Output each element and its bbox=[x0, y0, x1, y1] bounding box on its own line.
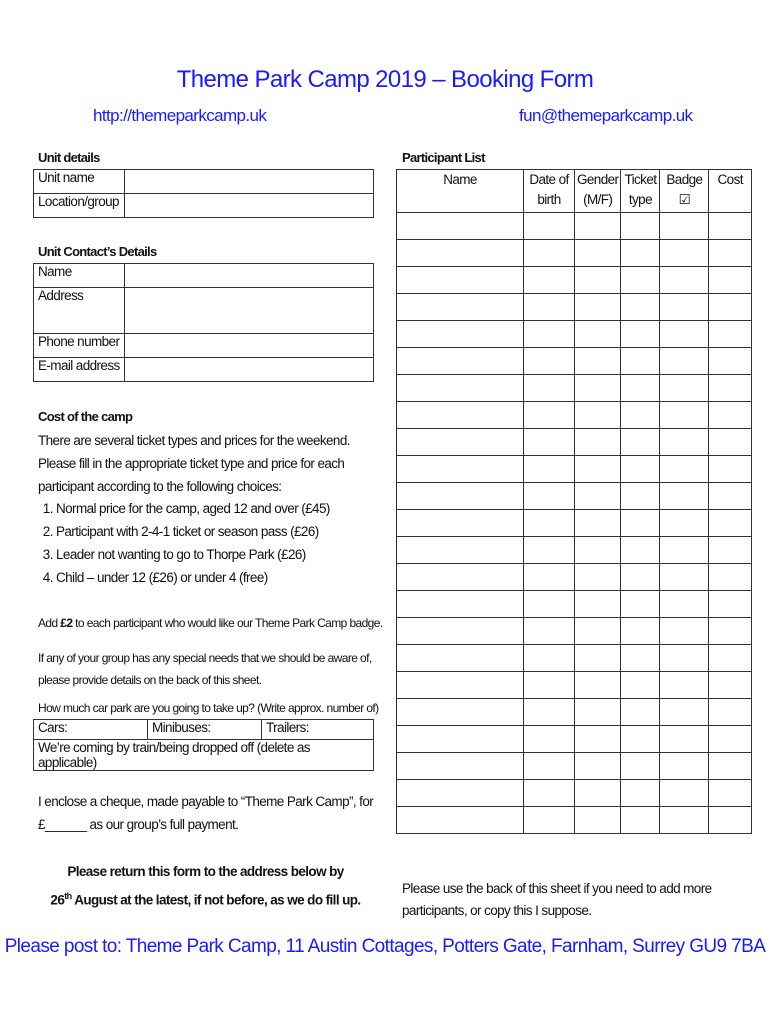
participant-name-cell[interactable] bbox=[397, 456, 524, 483]
car-park-question: How much car park are you going to take up? (Write approx. number of) bbox=[38, 701, 379, 715]
participant-ticket-cell[interactable] bbox=[621, 267, 660, 294]
participant-badge-cell[interactable] bbox=[660, 321, 709, 348]
participant-row bbox=[397, 591, 752, 618]
participant-table bbox=[396, 169, 752, 834]
postal-address: Please post to: Theme Park Camp, 11 Austin Cottages, Potters Gate, Farnham, Surrey GU9 7BA bbox=[4, 936, 766, 957]
participant-cost-cell[interactable] bbox=[709, 402, 752, 429]
parking-table bbox=[33, 719, 374, 771]
participant-row bbox=[397, 294, 752, 321]
participant-dob-cell[interactable] bbox=[524, 348, 575, 375]
participant-row bbox=[397, 780, 752, 807]
participant-ticket-cell[interactable] bbox=[621, 672, 660, 699]
participant-ticket-cell[interactable] bbox=[621, 456, 660, 483]
participant-badge-cell[interactable] bbox=[660, 294, 709, 321]
participant-badge-cell[interactable] bbox=[660, 672, 709, 699]
participant-badge-cell[interactable] bbox=[660, 618, 709, 645]
participant-badge-cell[interactable] bbox=[660, 375, 709, 402]
participant-ticket-cell[interactable] bbox=[621, 645, 660, 672]
contact-email-field[interactable] bbox=[125, 358, 374, 382]
contact-name-field[interactable] bbox=[125, 264, 374, 288]
participant-name-cell[interactable] bbox=[397, 483, 524, 510]
participant-name-cell[interactable] bbox=[397, 240, 524, 267]
participant-badge-cell[interactable] bbox=[660, 456, 709, 483]
participant-row bbox=[397, 213, 752, 240]
participant-row bbox=[397, 483, 752, 510]
participant-ticket-cell[interactable] bbox=[621, 348, 660, 375]
ticket-options bbox=[22, 497, 382, 589]
participant-gender-cell[interactable] bbox=[575, 672, 621, 699]
ticket-option: 4. Child – under 12 (£26) or under 4 (free) bbox=[56, 566, 382, 589]
participant-cost-cell[interactable] bbox=[709, 645, 752, 672]
website-link[interactable]: http://themeparkcamp.uk bbox=[93, 106, 267, 125]
participant-dob-cell[interactable] bbox=[524, 780, 575, 807]
train-option[interactable]: We’re coming by train/being dropped off (delete as applicable) bbox=[34, 740, 374, 771]
participant-name-cell[interactable] bbox=[397, 591, 524, 618]
participant-gender-cell[interactable] bbox=[575, 807, 621, 834]
col-ticket: Ticket type bbox=[621, 170, 660, 213]
participant-row bbox=[397, 348, 752, 375]
unit-name-field[interactable] bbox=[125, 170, 374, 194]
participant-dob-cell[interactable] bbox=[524, 537, 575, 564]
participant-dob-cell[interactable] bbox=[524, 402, 575, 429]
badge-note: Add £2 to each participant who would like our Theme Park Camp badge. bbox=[38, 616, 383, 630]
participant-gender-cell[interactable] bbox=[575, 510, 621, 537]
participant-dob-cell[interactable] bbox=[524, 321, 575, 348]
participant-dob-cell[interactable] bbox=[524, 807, 575, 834]
participant-row bbox=[397, 672, 752, 699]
participant-dob-cell[interactable] bbox=[524, 564, 575, 591]
participant-cost-cell[interactable] bbox=[709, 807, 752, 834]
participant-cost-cell[interactable] bbox=[709, 483, 752, 510]
participant-gender-cell[interactable] bbox=[575, 456, 621, 483]
participant-name-cell[interactable] bbox=[397, 753, 524, 780]
badge-price: £2 bbox=[60, 616, 73, 630]
contact-email-label: E-mail address bbox=[34, 358, 125, 382]
unit-details-heading: Unit details bbox=[38, 150, 100, 165]
participant-ticket-cell[interactable] bbox=[621, 213, 660, 240]
participant-ticket-cell[interactable] bbox=[621, 753, 660, 780]
contact-heading: Unit Contact’s Details bbox=[38, 244, 157, 259]
participant-row bbox=[397, 375, 752, 402]
contact-phone-field[interactable] bbox=[125, 334, 374, 358]
participant-cost-cell[interactable] bbox=[709, 375, 752, 402]
trailers-field[interactable]: Trailers: bbox=[262, 720, 374, 740]
participant-name-cell[interactable] bbox=[397, 780, 524, 807]
participant-name-cell[interactable] bbox=[397, 321, 524, 348]
participant-cost-cell[interactable] bbox=[709, 510, 752, 537]
participant-row bbox=[397, 645, 752, 672]
ticket-option: 3. Leader not wanting to go to Thorpe Park (£26) bbox=[56, 543, 382, 566]
participant-badge-cell[interactable] bbox=[660, 510, 709, 537]
participant-ticket-cell[interactable] bbox=[621, 591, 660, 618]
participant-gender-cell[interactable] bbox=[575, 753, 621, 780]
contact-table bbox=[33, 263, 374, 382]
participant-row bbox=[397, 726, 752, 753]
location-group-field[interactable] bbox=[125, 194, 374, 218]
participant-dob-cell[interactable] bbox=[524, 699, 575, 726]
participant-ticket-cell[interactable] bbox=[621, 726, 660, 753]
participant-ticket-cell[interactable] bbox=[621, 375, 660, 402]
contact-address-field[interactable] bbox=[125, 288, 374, 334]
participant-dob-cell[interactable] bbox=[524, 510, 575, 537]
participant-row bbox=[397, 456, 752, 483]
participant-badge-cell[interactable] bbox=[660, 645, 709, 672]
participant-name-cell[interactable] bbox=[397, 672, 524, 699]
participant-gender-cell[interactable] bbox=[575, 699, 621, 726]
participant-cost-cell[interactable] bbox=[709, 348, 752, 375]
participant-cost-cell[interactable] bbox=[709, 753, 752, 780]
participant-ticket-cell[interactable] bbox=[621, 564, 660, 591]
participant-dob-cell[interactable] bbox=[524, 213, 575, 240]
cheque-line: I enclose a cheque, made payable to “Theme Park Camp”, for bbox=[38, 794, 374, 809]
participant-row bbox=[397, 618, 752, 645]
participant-dob-cell[interactable] bbox=[524, 753, 575, 780]
participant-cost-cell[interactable] bbox=[709, 294, 752, 321]
participant-cost-cell[interactable] bbox=[709, 672, 752, 699]
participant-gender-cell[interactable] bbox=[575, 564, 621, 591]
participant-cost-cell[interactable] bbox=[709, 429, 752, 456]
participant-badge-cell[interactable] bbox=[660, 780, 709, 807]
participant-row bbox=[397, 699, 752, 726]
participant-cost-cell[interactable] bbox=[709, 726, 752, 753]
participant-badge-cell[interactable] bbox=[660, 564, 709, 591]
participant-name-cell[interactable] bbox=[397, 618, 524, 645]
participant-row bbox=[397, 402, 752, 429]
participant-dob-cell[interactable] bbox=[524, 645, 575, 672]
participant-badge-cell[interactable] bbox=[660, 699, 709, 726]
participant-dob-cell[interactable] bbox=[524, 375, 575, 402]
participant-gender-cell[interactable] bbox=[575, 429, 621, 456]
participant-gender-cell[interactable] bbox=[575, 240, 621, 267]
ticket-option: 1. Normal price for the camp, aged 12 and over (£45) bbox=[56, 497, 382, 520]
participant-cost-cell[interactable] bbox=[709, 699, 752, 726]
participant-ticket-cell[interactable] bbox=[621, 537, 660, 564]
participant-badge-cell[interactable] bbox=[660, 213, 709, 240]
participant-row bbox=[397, 267, 752, 294]
participant-cost-cell[interactable] bbox=[709, 780, 752, 807]
ticket-option: 2. Participant with 2-4-1 ticket or season pass (£26) bbox=[56, 520, 382, 543]
contact-address-label: Address bbox=[34, 288, 125, 334]
participant-row bbox=[397, 753, 752, 780]
participant-row bbox=[397, 537, 752, 564]
participant-badge-cell[interactable] bbox=[660, 429, 709, 456]
location-group-label: Location/group bbox=[34, 194, 125, 218]
participant-badge-cell[interactable] bbox=[660, 402, 709, 429]
participant-name-cell[interactable] bbox=[397, 699, 524, 726]
participant-cost-cell[interactable] bbox=[709, 591, 752, 618]
participants-footnote: Please use the back of this sheet if you need to add more participants, or copy this I suppose. bbox=[402, 881, 712, 918]
participant-name-cell[interactable] bbox=[397, 375, 524, 402]
participant-row bbox=[397, 321, 752, 348]
participant-gender-cell[interactable] bbox=[575, 645, 621, 672]
participant-badge-cell[interactable] bbox=[660, 267, 709, 294]
participant-name-cell[interactable] bbox=[397, 429, 524, 456]
cost-heading: Cost of the camp bbox=[38, 409, 133, 424]
participant-gender-cell[interactable] bbox=[575, 537, 621, 564]
participant-gender-cell[interactable] bbox=[575, 294, 621, 321]
participant-dob-cell[interactable] bbox=[524, 618, 575, 645]
col-name: Name bbox=[397, 170, 524, 213]
participant-cost-cell[interactable] bbox=[709, 564, 752, 591]
participant-gender-cell[interactable] bbox=[575, 618, 621, 645]
participant-row bbox=[397, 807, 752, 834]
participant-name-cell[interactable] bbox=[397, 564, 524, 591]
participant-row bbox=[397, 564, 752, 591]
participant-gender-cell[interactable] bbox=[575, 402, 621, 429]
participant-ticket-cell[interactable] bbox=[621, 429, 660, 456]
participant-badge-cell[interactable] bbox=[660, 753, 709, 780]
participant-dob-cell[interactable] bbox=[524, 672, 575, 699]
special-needs-note: If any of your group has any special needs that we should be aware of, please provide details on the back of this sheet. bbox=[38, 651, 372, 687]
participant-gender-cell[interactable] bbox=[575, 348, 621, 375]
participant-dob-cell[interactable] bbox=[524, 456, 575, 483]
participant-name-cell[interactable] bbox=[397, 807, 524, 834]
contact-name-label: Name bbox=[34, 264, 125, 288]
col-cost: Cost bbox=[709, 170, 752, 213]
form-title: Theme Park Camp 2019 – Booking Form bbox=[176, 66, 594, 93]
participant-badge-cell[interactable] bbox=[660, 726, 709, 753]
participant-gender-cell[interactable] bbox=[575, 213, 621, 240]
unit-name-label: Unit name bbox=[34, 170, 125, 194]
return-deadline: Please return this form to the address below by 26th August at the latest, if not before, as we do fill up. bbox=[50, 864, 361, 908]
participant-dob-cell[interactable] bbox=[524, 429, 575, 456]
email-link[interactable]: fun@themeparkcamp.uk bbox=[519, 106, 693, 125]
participant-ticket-cell[interactable] bbox=[621, 807, 660, 834]
participant-ticket-cell[interactable] bbox=[621, 402, 660, 429]
participant-row bbox=[397, 240, 752, 267]
participant-name-cell[interactable] bbox=[397, 213, 524, 240]
participant-gender-cell[interactable] bbox=[575, 780, 621, 807]
participant-gender-cell[interactable] bbox=[575, 726, 621, 753]
participant-ticket-cell[interactable] bbox=[621, 699, 660, 726]
participant-dob-cell[interactable] bbox=[524, 240, 575, 267]
participant-row bbox=[397, 510, 752, 537]
participant-ticket-cell[interactable] bbox=[621, 510, 660, 537]
participant-cost-cell[interactable] bbox=[709, 537, 752, 564]
participant-name-cell[interactable] bbox=[397, 726, 524, 753]
participant-badge-cell[interactable] bbox=[660, 348, 709, 375]
participant-dob-cell[interactable] bbox=[524, 294, 575, 321]
participant-gender-cell[interactable] bbox=[575, 483, 621, 510]
participant-ticket-cell[interactable] bbox=[621, 483, 660, 510]
participant-name-cell[interactable] bbox=[397, 294, 524, 321]
participant-cost-cell[interactable] bbox=[709, 213, 752, 240]
participant-dob-cell[interactable] bbox=[524, 483, 575, 510]
participant-name-cell[interactable] bbox=[397, 537, 524, 564]
participant-badge-cell[interactable] bbox=[660, 591, 709, 618]
participant-ticket-cell[interactable] bbox=[621, 780, 660, 807]
participant-name-cell[interactable] bbox=[397, 348, 524, 375]
contact-phone-label: Phone number bbox=[34, 334, 125, 358]
participant-gender-cell[interactable] bbox=[575, 375, 621, 402]
participant-cost-cell[interactable] bbox=[709, 267, 752, 294]
participant-ticket-cell[interactable] bbox=[621, 321, 660, 348]
participant-row bbox=[397, 429, 752, 456]
participant-gender-cell[interactable] bbox=[575, 591, 621, 618]
col-badge: Badge ☑ bbox=[660, 170, 709, 213]
minibuses-field[interactable]: Minibuses: bbox=[148, 720, 262, 740]
participant-header-row bbox=[397, 170, 752, 213]
participant-ticket-cell[interactable] bbox=[621, 294, 660, 321]
participant-cost-cell[interactable] bbox=[709, 240, 752, 267]
participant-name-cell[interactable] bbox=[397, 402, 524, 429]
participant-gender-cell[interactable] bbox=[575, 267, 621, 294]
participant-name-cell[interactable] bbox=[397, 510, 524, 537]
cost-intro: There are several ticket types and prices for the weekend. Please fill in the appropriate ticket type and price for each participant according to the following choices: bbox=[38, 433, 350, 494]
cars-field[interactable]: Cars: bbox=[34, 720, 148, 740]
participant-dob-cell[interactable] bbox=[524, 726, 575, 753]
participant-badge-cell[interactable] bbox=[660, 537, 709, 564]
participant-cost-cell[interactable] bbox=[709, 456, 752, 483]
participant-cost-cell[interactable] bbox=[709, 321, 752, 348]
participant-name-cell[interactable] bbox=[397, 267, 524, 294]
participant-cost-cell[interactable] bbox=[709, 618, 752, 645]
participant-ticket-cell[interactable] bbox=[621, 240, 660, 267]
payment-amount-line: £______ as our group’s full payment. bbox=[38, 817, 239, 832]
col-gender: Gender (M/F) bbox=[575, 170, 621, 213]
participant-dob-cell[interactable] bbox=[524, 267, 575, 294]
participant-badge-cell[interactable] bbox=[660, 483, 709, 510]
participant-badge-cell[interactable] bbox=[660, 240, 709, 267]
col-dob: Date of birth bbox=[524, 170, 575, 213]
participant-badge-cell[interactable] bbox=[660, 807, 709, 834]
unit-details-table bbox=[33, 169, 374, 218]
participant-gender-cell[interactable] bbox=[575, 321, 621, 348]
participant-ticket-cell[interactable] bbox=[621, 618, 660, 645]
participant-list-heading: Participant List bbox=[402, 150, 485, 165]
participant-name-cell[interactable] bbox=[397, 645, 524, 672]
participant-dob-cell[interactable] bbox=[524, 591, 575, 618]
